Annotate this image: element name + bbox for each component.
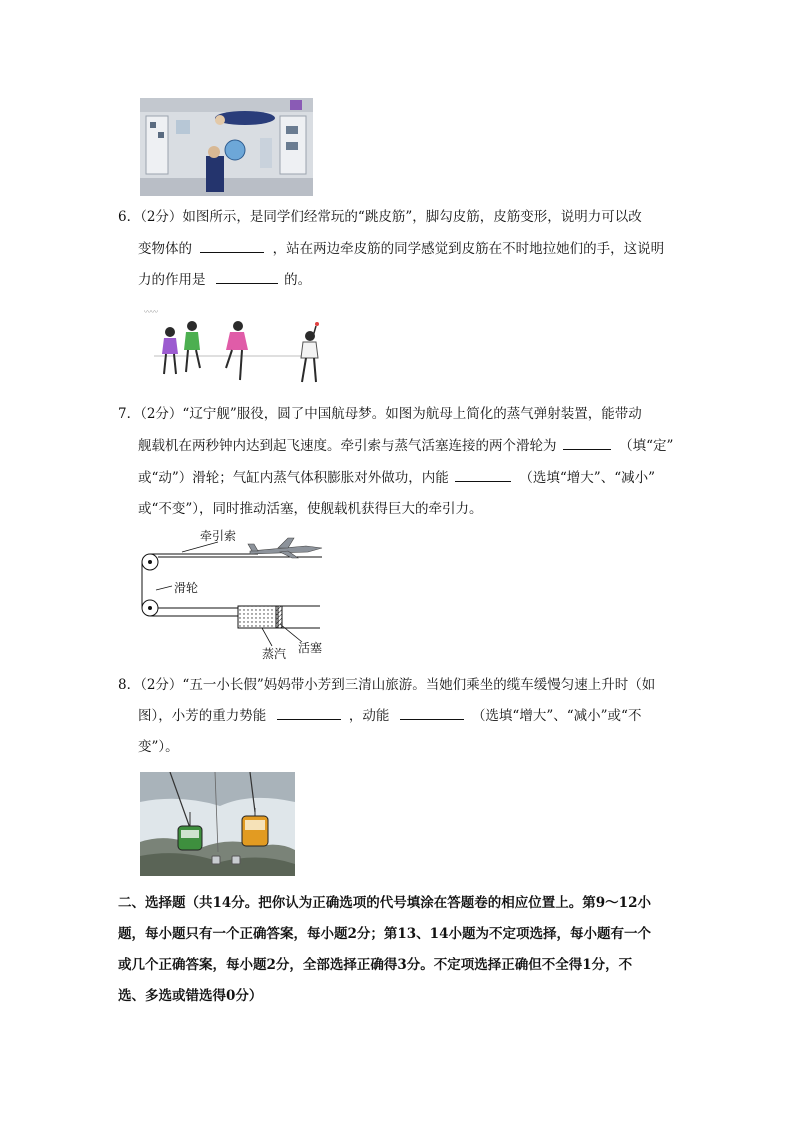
q8-line-2-a: 图），小芳的重力势能: [138, 708, 267, 724]
q7-blank-1[interactable]: [563, 437, 611, 450]
steam-catapult-diagram: [138, 524, 328, 664]
q7-line-2: [138, 437, 673, 455]
q6-line-2-a: 变物体的: [138, 241, 192, 257]
q7-line-4: 或“不变”），同时推动活塞，使舰载机获得巨大的牵引力。: [138, 501, 483, 517]
steam-cylinder: [238, 606, 278, 628]
label-tow-rope: 牵引索: [200, 529, 237, 543]
section2-line-1: 二、选择题（共14分。把你认为正确选项的代号填涂在答题卷的相应位置上。第9～12小: [118, 895, 651, 911]
q6-line-1: 6．（2分）如图所示，是同学们经常玩的“跳皮筋”，脚勾皮筋，皮筋变形，说明力可以改: [118, 209, 642, 225]
q6-line-3-a: 力的作用是: [138, 272, 206, 288]
section2-line-2: 题，每小题只有一个正确答案，每小题2分；第13、14小题为不定项选择，每小题有一个: [118, 926, 651, 942]
rubber-band-illustration: [140, 296, 326, 390]
q7-line-2-b: （填“定”: [619, 438, 674, 454]
svg-text:〰〰: 〰〰: [144, 308, 158, 316]
q8-line-2-c: （选填“增大”、“减小”或“不: [471, 708, 642, 724]
q7-line-3-a: 或“动”）滑轮；气缸内蒸气体积膨胀对外做功，内能: [138, 470, 449, 486]
q8-blank-1[interactable]: [277, 707, 341, 720]
q6-line-2: [138, 240, 664, 258]
q8-line-2-b: ，动能: [348, 708, 390, 724]
q7-line-3-b: （选填“增大”、“减小”: [519, 470, 656, 486]
q6-line-2-b: ，站在两边牵皮筋的同学感觉到皮筋在不时地拉她们的手，这说明: [272, 241, 665, 257]
section2-line-3: 或几个正确答案，每小题2分，全部选择正确得3分。不定项选择正确但不全得1分，不: [118, 957, 633, 973]
label-steam: 蒸汽: [262, 647, 287, 661]
q7-line-3: [138, 469, 655, 487]
q8-line-2: [138, 707, 641, 725]
section2-line-4: 选、多选或错选得0分）: [118, 988, 263, 1004]
cable-car-photo: [140, 772, 295, 876]
q8-line-3: 变”）。: [138, 739, 179, 755]
label-piston: 活塞: [298, 641, 323, 655]
q8-line-1: 8．（2分）“五一小长假”妈妈带小芳到三清山旅游。当她们乘坐的缆车缓慢匀速上升时（如: [118, 677, 656, 693]
q7-blank-2[interactable]: [455, 469, 511, 482]
q7-line-1: 7．（2分）“辽宁舰”服役，圆了中国航母梦。如图为航母上简化的蒸气弹射装置，能带动: [118, 406, 642, 422]
q6-blank-2[interactable]: [216, 271, 278, 284]
q8-blank-2[interactable]: [400, 707, 464, 720]
jet-icon: [248, 538, 322, 558]
q6-line-3: [138, 271, 311, 289]
space-station-photo: [140, 98, 313, 196]
q6-blank-1[interactable]: [200, 240, 264, 253]
label-pulley: 滑轮: [174, 581, 199, 595]
q7-line-2-a: 舰载机在两秒钟内达到起飞速度。牵引索与蒸气活塞连接的两个滑轮为: [138, 438, 557, 454]
q6-line-3-b: 的。: [284, 272, 312, 288]
